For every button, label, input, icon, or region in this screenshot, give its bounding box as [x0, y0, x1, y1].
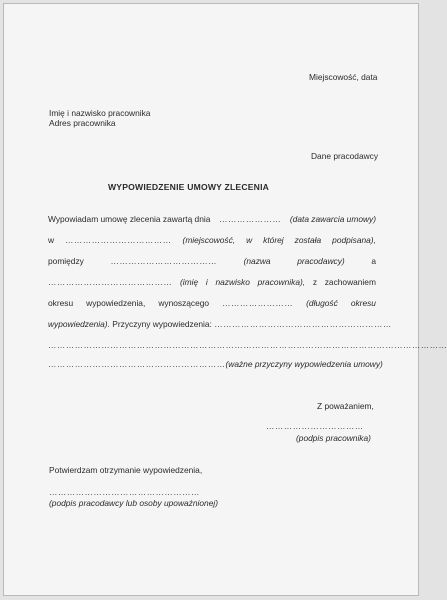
- confirmation-text: Potwierdzam otrzymanie wypowiedzenia,: [49, 465, 203, 475]
- employee-signature-label: (podpis pracownika): [296, 433, 371, 443]
- text: zachowaniem: [324, 277, 376, 287]
- date-hint: (data zawarcia umowy): [289, 214, 376, 224]
- text: a: [371, 256, 376, 266]
- reasons-blank: ……………………………………………………: [214, 319, 392, 329]
- date-blank: …………………: [219, 214, 282, 224]
- period-blank: ……………………: [222, 298, 294, 308]
- text: w: [48, 235, 55, 245]
- hint: okresu: [350, 298, 376, 308]
- body-line-1: [48, 214, 376, 224]
- hint: (imię: [179, 277, 199, 287]
- hint: w: [246, 235, 253, 245]
- hint: nazwisko: [215, 277, 250, 287]
- reasons-hint: (ważne przyczyny wypowiedzenia umowy): [225, 359, 383, 369]
- hint: i: [205, 277, 208, 287]
- hint: pracownika),: [257, 277, 306, 287]
- text: z: [312, 277, 317, 287]
- hint: wypowiedzenia).: [48, 319, 110, 329]
- reasons-blank-line: ………………………………………………………………………………………………………………………: [48, 340, 447, 350]
- text: Przyczyny wypowiedzenia:: [112, 319, 212, 329]
- hint: (długość: [306, 298, 338, 308]
- hint: podpisana),: [332, 235, 376, 245]
- hint: (miejscowość,: [182, 235, 236, 245]
- text: okresu: [48, 298, 74, 308]
- body-line-6: [48, 319, 392, 329]
- employee-signature-line: ……………………………: [266, 421, 364, 431]
- text: wypowiedzenia,: [86, 298, 146, 308]
- document-title: WYPOWIEDZENIE UMOWY ZLECENIA: [108, 182, 270, 192]
- place-blank: ………………………………: [65, 235, 172, 245]
- reasons-blank: ……………………………………………………: [48, 359, 226, 369]
- employer-data-label: Dane pracodawcy: [311, 151, 379, 161]
- employee-address-label: Adres pracownika: [49, 118, 116, 128]
- employer-signature-label: (podpis pracodawcy lub osoby upoważnionej): [49, 498, 218, 508]
- document-page: [3, 3, 447, 596]
- closing-regards: Z poważaniem,: [317, 401, 374, 411]
- body-line-3: [48, 256, 376, 266]
- text: pomiędzy: [48, 256, 84, 266]
- body-line-4: [48, 277, 376, 287]
- hint: (nazwa: [243, 256, 271, 266]
- hint: pracodawcy): [297, 256, 345, 266]
- hint: której: [263, 235, 284, 245]
- body-line-2: [48, 235, 376, 245]
- employer-blank: ………………………………: [110, 256, 217, 266]
- employer-signature-line: ……………………………………………: [49, 487, 200, 497]
- employee-name-label: Imię i nazwisko pracownika: [49, 108, 151, 118]
- employee-blank: ……………………………………: [48, 277, 173, 287]
- hint: została: [294, 235, 322, 245]
- place-date-label: Miejscowość, data: [309, 72, 378, 82]
- body-line-5: [48, 298, 376, 308]
- body-line-8: [48, 359, 383, 369]
- text: Wypowiadam umowę zlecenia zawartą dnia: [48, 214, 211, 224]
- text: wynoszącego: [158, 298, 210, 308]
